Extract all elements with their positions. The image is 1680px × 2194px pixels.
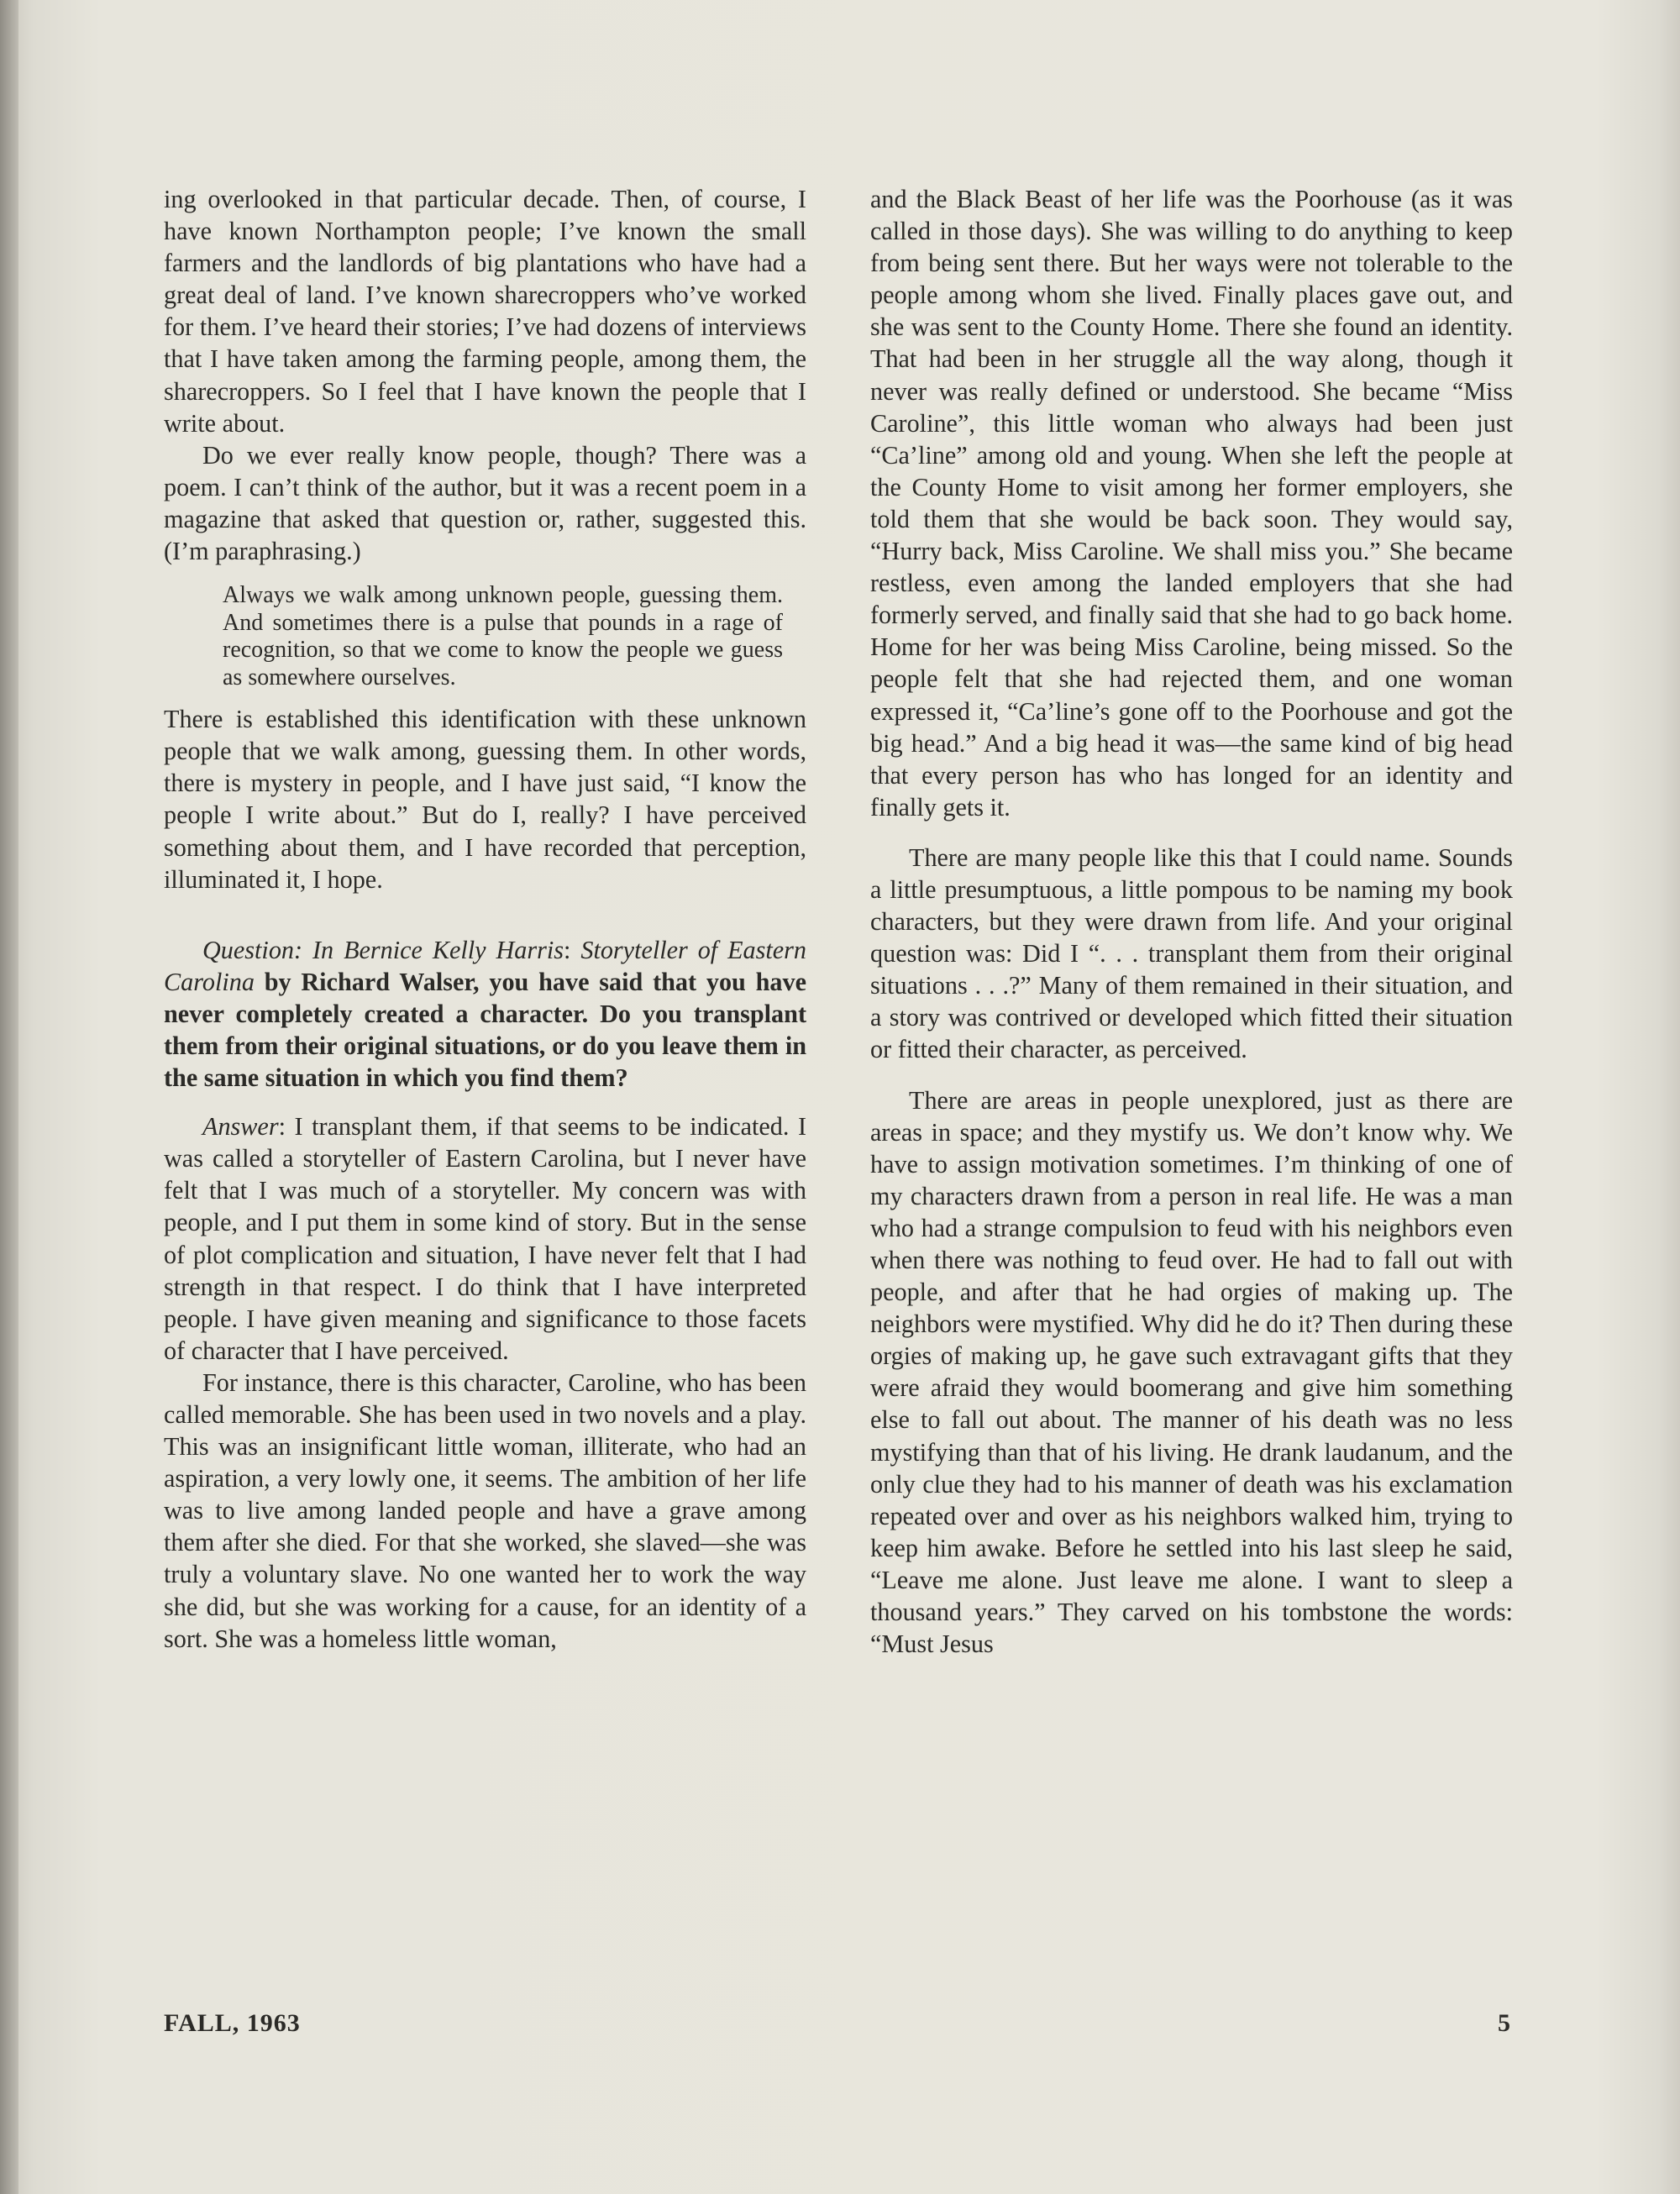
paragraph: There are many people like this that I could name. Sounds a little presumptuous, a little pompous to be naming my book characters, but they were drawn from life. And your original question was: Did I “. . . transplant them from their original situations . . .?” Many of them remained in their situation, and a story was contrived or developed which fitted their situation or fitted their character, as perceived. bbox=[870, 842, 1513, 1064]
paragraph: Do we ever really know people, though? There was a poem. I can’t think of the author, but it was a recent poem in a magazine that asked that question or, rather, suggested this. (I’m paraphrasing.) bbox=[164, 440, 806, 566]
page-number: 5 bbox=[1498, 2009, 1510, 2037]
left-column bbox=[164, 183, 806, 1655]
question-text: by Richard Walser, you have said that you have never completely created a character. Do you transplant them from their original situations, or do you leave them in the same situation in which you find them? bbox=[164, 967, 806, 1093]
question-paragraph bbox=[164, 934, 806, 1094]
issue-date: FALL, 1963 bbox=[164, 2009, 301, 2037]
paragraph: There is established this identification with these unknown people that we walk among, guessing them. In other words, there is mystery in people, and I have just said, “I know the people I write about.” But do I, really? I have perceived something about them, and I have recorded that perception, illuminated it, I hope. bbox=[164, 705, 806, 894]
binding-spine bbox=[0, 0, 18, 2194]
question-label: Question: bbox=[202, 935, 303, 964]
answer-label: Answer bbox=[202, 1112, 279, 1142]
paragraph: and the Black Beast of her life was the Poorhouse (as it was called in those days). She was willing to do anything to keep from being sent there. But her ways were not tolerable to the people among whom she lived. Finally places gave out, and she was sent to the County Home. There she found an identity. That had been in her struggle all the way along, though it never was really defined or understood. She became “Miss Caroline”, this little woman who always had been just “Ca’line” among old and young. When she left the people at the County Home to visit among her former employers, she told them that she would be back soon. They would say, “Hurry back, Miss Caroline. We shall miss you.” She became restless, even among the landed employers that she had formerly served, and finally said that she had to go back home. Home for her was being Miss Caroline, being missed. So the people felt that she had rejected them, and one woman expressed it, “Ca’line’s gone off to the Poorhouse and got the big head.” And a big head it was—the same kind of big head that every person has who has longed for an identity and finally gets it. bbox=[870, 185, 1513, 821]
right-column bbox=[870, 183, 1513, 1660]
paragraph: ing overlooked in that particular decade. Then, of course, I have known Northampton people; I’ve known the small farmers and the landlords of big plantations who have had a great deal of land. I’ve known sharecroppers who’ve worked for them. I’ve heard their stories; I’ve had dozens of interviews that I have taken among the farming people, among them, the sharecroppers. So I feel that I have known the people that I write about. bbox=[164, 185, 806, 438]
paragraph: For instance, there is this character, Caroline, who has been called memorable. She has been used in two novels and a play. This was an insignificant little woman, illiterate, who had an aspiration, a very lowly one, it seems. The ambition of her life was to live among landed people and have a grave among them after she died. For that she worked, she slaved—she was truly a voluntary slave. No one wanted her to work the way she did, but she was working for a cause, for an identity of a sort. She was a homeless little woman, bbox=[164, 1367, 806, 1653]
answer-text: : I transplant them, if that seems to be indicated. I was called a storyteller of Eastern Carolina, but I never have felt that I was much of a storyteller. My concern was with people, and I put them in some kind of story. But in the sense of plot complication and situation, I have never felt that I had strength in that respect. I do think that I have interpreted people. I have given meaning and significance to those facets of character that I have perceived. bbox=[164, 1112, 806, 1365]
block-quote: Always we walk among unknown people, guessing them. And sometimes there is a pulse that pounds in a rage of recognition, so that we come to know the people we guess as somewhere ourselves. bbox=[223, 582, 783, 690]
book-subtitle: Storyteller of Eastern Carolina bbox=[164, 935, 807, 996]
paragraph: There are areas in people unexplored, just as there are areas in space; and they mystify us. We don’t know why. We have to assign motivation sometimes. I’m thinking of one of my characters drawn from a person in real life. He was a man who had a strange compulsion to feud with his neighbors even when there was nothing to feud over. He had to fall out with people, and after that he had orgies of making up. The neighbors were mystified. Why did he do it? Then during these orgies of making up, he gave such extravagant gifts that they were afraid they would boomerang and give him something else to fall out about. The manner of his death was no less mystifying than that of his living. He drank laudanum, and the only clue they had to his manner of death was his exclamation repeated over and over as his neighbors walked him, trying to keep him awake. Before he settled into his last sleep he said, “Leave me alone. Just leave me alone. I want to sleep a thousand years.” They carved on his tombstone the words: “Must Jesus bbox=[870, 1085, 1513, 1659]
book-title: In Bernice Kelly Harris bbox=[312, 935, 564, 964]
answer-paragraph bbox=[164, 1110, 806, 1367]
colon: : bbox=[564, 935, 571, 964]
